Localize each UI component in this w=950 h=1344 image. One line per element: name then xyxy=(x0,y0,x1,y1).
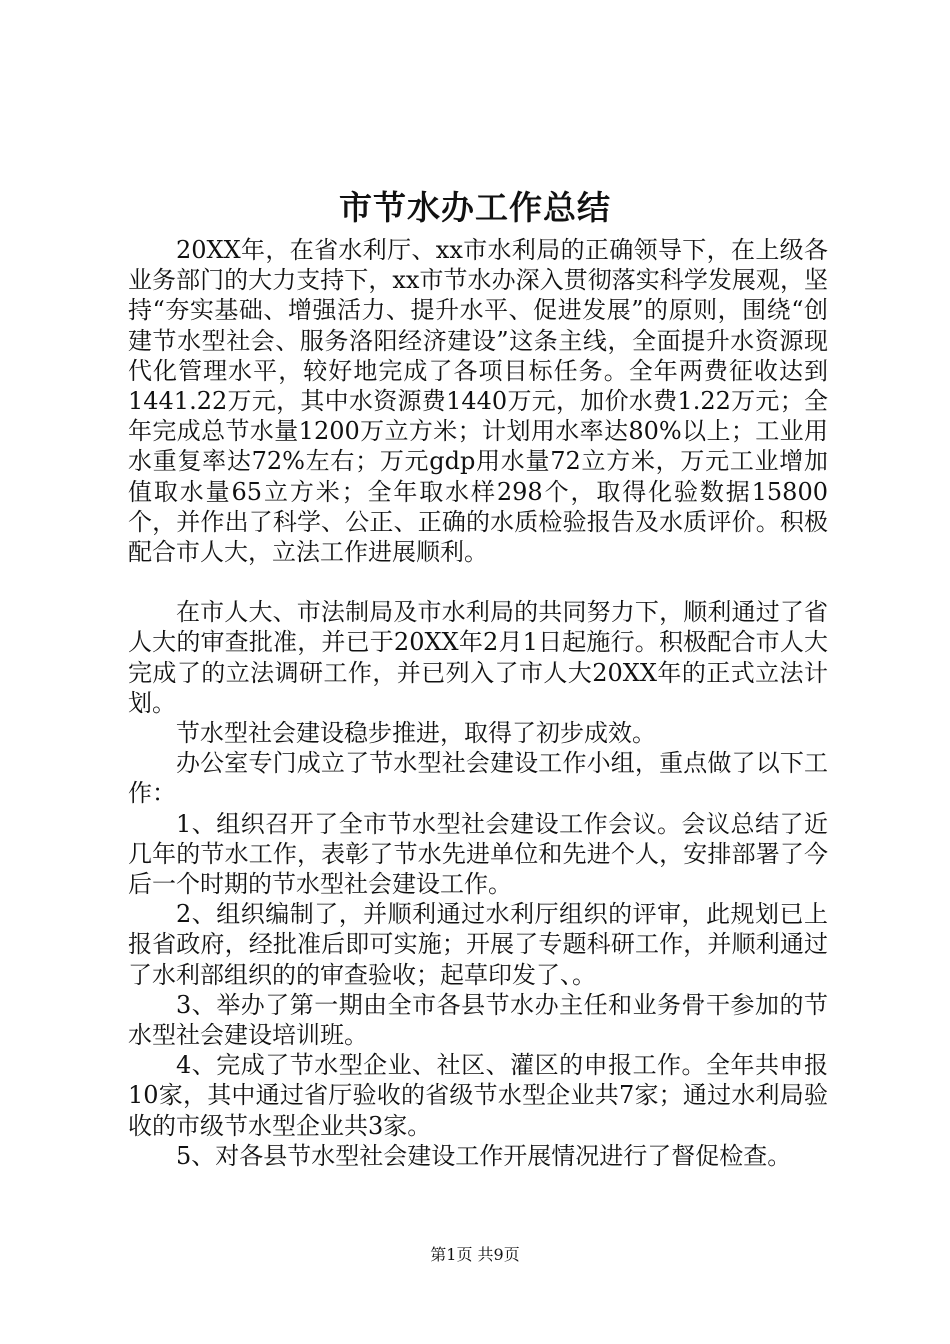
paragraph-legislation: 在市人大、市法制局及市水利局的共同努力下，顺利通过了省人大的审查批准，并已于20XX年2月1日起施行。积极配合市人大完成了的立法调研工作，并已列入了市人大20XX年的正式立法计划。 xyxy=(128,598,828,717)
list-item-5: 5、对各县节水型社会建设工作开展情况进行了督促检查。 xyxy=(176,1141,792,1170)
page-number-footer: 第1页 共9页 xyxy=(430,1245,520,1264)
paragraph-water-saving-progress: 节水型社会建设稳步推进，取得了初步成效。 xyxy=(176,719,656,748)
document-title: 市节水办工作总结 xyxy=(339,188,611,227)
paragraph-work-group: 办公室专门成立了节水型社会建设工作小组，重点做了以下工作： xyxy=(128,749,828,808)
document-body xyxy=(128,235,828,1171)
list-item-4: 4、完成了节水型企业、社区、灌区的申报工作。全年共申报10家，其中通过省厅验收的省级节水型企业共7家；通过水利局验收的市级节水型企业共3家。 xyxy=(128,1051,828,1140)
list-item-2: 2、组织编制了，并顺利通过水利厅组织的评审，此规划已上报省政府，经批准后即可实施；开展了专题科研工作，并顺利通过了水利部组织的的审查验收；起草印发了、。 xyxy=(128,900,828,989)
list-item-1: 1、组织召开了全市节水型社会建设工作会议。会议总结了近几年的节水工作，表彰了节水先进单位和先进个人，安排部署了今后一个时期的节水型社会建设工作。 xyxy=(128,809,828,899)
list-item-3: 3、举办了第一期由全市各县节水办主任和业务骨干参加的节水型社会建设培训班。 xyxy=(128,990,828,1050)
paragraph-summary: 20XX年，在省水利厅、xx市水利局的正确领导下，在上级各业务部门的大力支持下，xx市节水办深入贯彻落实科学发展观，坚持“夯实基础、增强活力、提升水平、促进发展”的原则，围绕“创建节水型社会、服务洛阳经济建设”这条主线，全面提升水资源现代化管理水平，较好地完成了各项目标任务。全年两费征收达到1441.22万元，其中水资源费1440万元，加价水费1.22万元；全年完成总节水量1200万立方米；计划用水率达80%以上；工业用水重复率达72%左右；万元gdp用水量72立方米，万元工业增加值取水量65立方米；全年取水样298个，取得化验数据15800个，并作出了科学、公正、正确的水质检验报告及水质评价。积极配合市人大，立法工作进展顺利。 xyxy=(128,236,828,567)
